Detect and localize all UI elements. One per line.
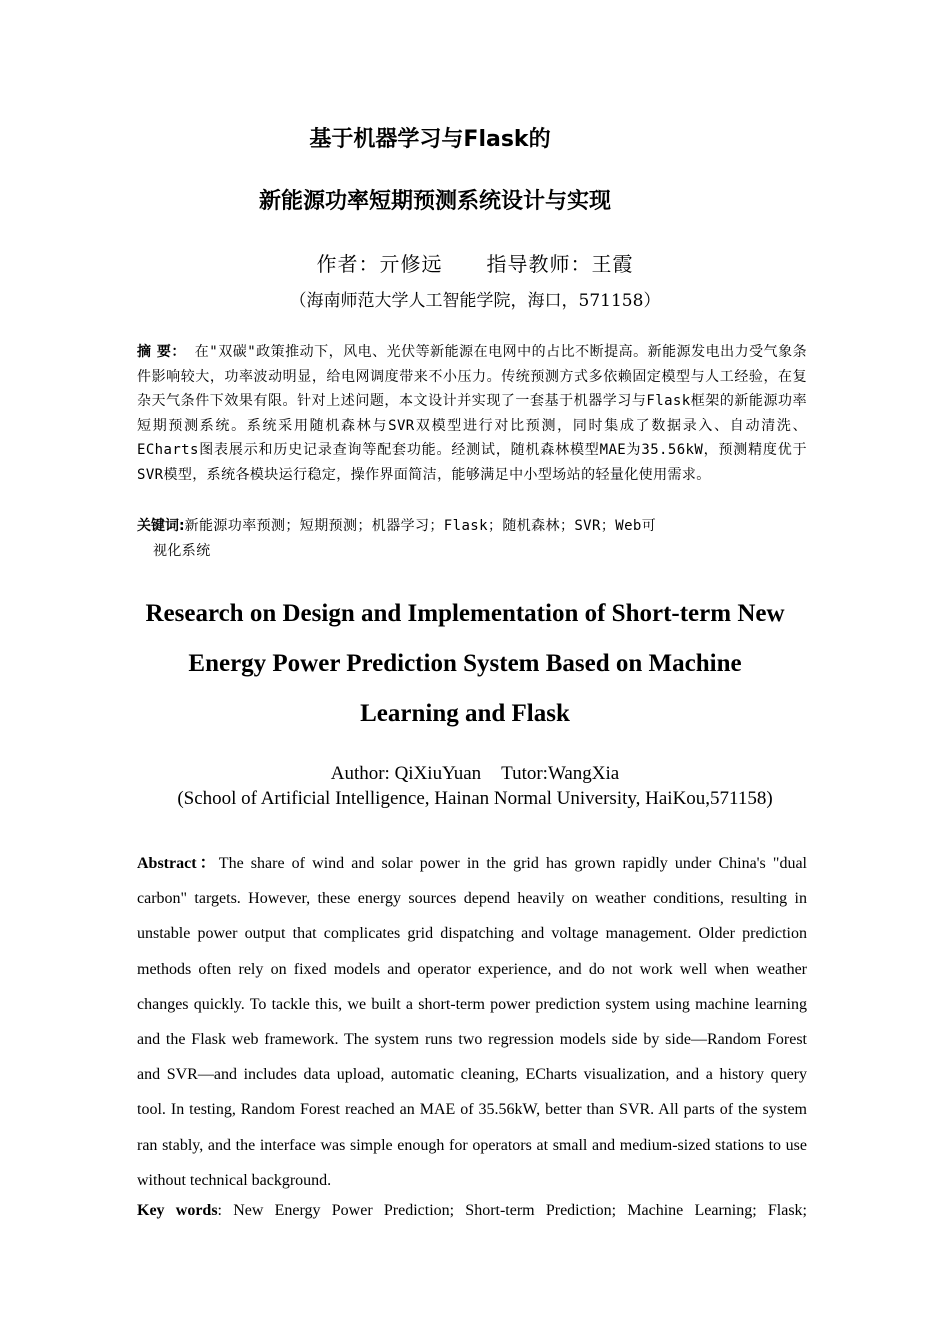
- english-affiliation: (School of Artificial Intelligence, Hainan Normal University, HaiKou,571158): [177, 788, 773, 809]
- english-abstract-label: Abstract：: [137, 855, 219, 872]
- chinese-author: 作者：亓修远: [316, 252, 443, 276]
- english-abstract-text: The share of wind and solar power in the grid has grown rapidly under China's "dual carbon" targets. However, these energy sources depend heavily on weather conditions, resulting in unstable power output that complicates grid dispatching and voltage management. Older prediction methods often rely on fixed models and operator experience, and do not work well when weather changes quickly. To tackle this, we built a short-term power prediction system using machine learning and the Flask web framework. The system runs two regression models side by side—Random Forest and SVR—and includes data upload, automatic cleaning, ECharts visualization, and a history query tool. In testing, Random Forest reached an MAE of 35.56kW, better than SVR. All parts of the system ran stably, and the interface was simple enough for operators at small and medium-sized stations to use without technical background.: [137, 855, 807, 1189]
- english-abstract: [137, 846, 807, 1198]
- english-keywords: [137, 1197, 807, 1225]
- chinese-keywords-line-2: 视化系统: [153, 543, 211, 559]
- english-tutor: Tutor:WangXia: [501, 763, 620, 784]
- english-keywords-text: : New Energy Power Prediction; Short-term Prediction; Machine Learning; Flask;: [217, 1202, 807, 1219]
- chinese-keywords-label: 关键词:: [137, 518, 185, 534]
- english-author-line: [0, 762, 950, 786]
- chinese-keywords-line-1: 新能源功率预测；短期预测；机器学习；Flask；随机森林；SVR；Web可: [184, 518, 657, 534]
- english-author: Author: QiXiuYuan: [330, 763, 482, 784]
- chinese-keywords: [137, 514, 737, 564]
- chinese-title-line-1: 基于机器学习与Flask的: [309, 127, 551, 152]
- chinese-abstract-label: 摘 要：: [137, 344, 186, 360]
- english-title-line-3: Learning and Flask: [360, 700, 570, 727]
- chinese-affiliation: （海南师范大学人工智能学院，海口，571158）: [289, 291, 661, 311]
- chinese-abstract-text: 在"双碳"政策推动下，风电、光伏等新能源在电网中的占比不断提高。新能源发电出力受气象条件影响较大，功率波动明显，给电网调度带来不小压力。传统预测方式多依赖固定模型与人工经验，在复杂天气条件下效果有限。针对上述问题，本文设计并实现了一套基于机器学习与Flask框架的新能源功率短期预测系统。系统采用随机森林与SVR双模型进行对比预测，同时集成了数据录入、自动清洗、ECharts图表展示和历史记录查询等配套功能。经测试，随机森林模型MAE为35.56kW，预测精度优于SVR模型，系统各模块运行稳定，操作界面简洁，能够满足中小型场站的轻量化使用需求。: [137, 344, 807, 483]
- chinese-abstract: [137, 340, 807, 487]
- chinese-tutor: 指导教师：王霞: [486, 252, 634, 276]
- english-title-line-1: Research on Design and Implementation of Short-term New: [145, 600, 785, 627]
- chinese-title-line-2: 新能源功率短期预测系统设计与实现: [258, 189, 611, 214]
- chinese-author-line: [0, 250, 950, 278]
- english-keywords-label: Key words: [137, 1202, 218, 1219]
- english-title-line-2: Energy Power Prediction System Based on Machine: [188, 650, 742, 677]
